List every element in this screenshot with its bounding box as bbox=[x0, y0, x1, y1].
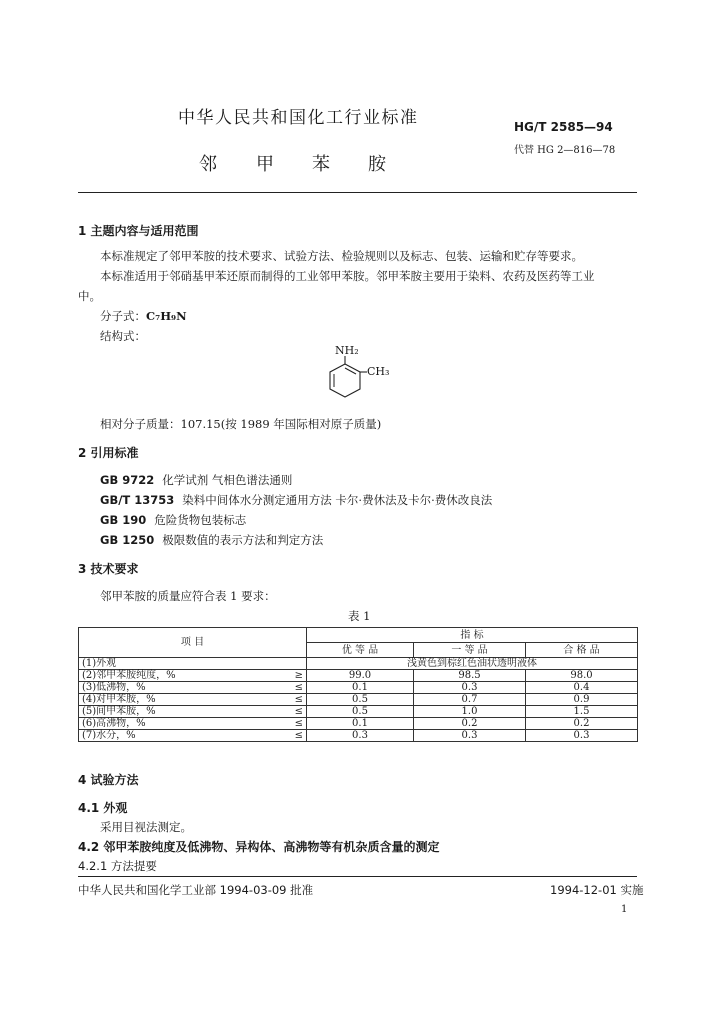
cell-value: 0.9 bbox=[526, 694, 638, 706]
row-symbol: ≤ bbox=[249, 682, 307, 694]
section-4-2-1-heading: 4.2.1 方法提要 bbox=[78, 859, 157, 873]
reference-title: 极限数值的表示方法和判定方法 bbox=[162, 533, 324, 547]
reference-item bbox=[100, 492, 492, 508]
grade-qualified: 合 格 品 bbox=[526, 643, 638, 658]
grade-first: 一 等 品 bbox=[414, 643, 526, 658]
structure-label: 结构式： bbox=[100, 329, 146, 343]
structural-formula bbox=[320, 344, 400, 408]
section-4-1-text: 采用目视法测定。 bbox=[100, 820, 192, 834]
standard-number: HG/T 2585—94 bbox=[514, 120, 613, 134]
section-1-heading: 1 主题内容与适用范围 bbox=[78, 224, 199, 238]
table-row bbox=[79, 694, 638, 706]
reference-code: GB 1250 bbox=[100, 533, 155, 547]
product-name-char-3: 苯 bbox=[312, 154, 330, 175]
section-4-1-heading: 4.1 外观 bbox=[78, 801, 128, 815]
cell-value: 0.5 bbox=[307, 694, 414, 706]
section-1-para-2-cont: 中。 bbox=[78, 289, 101, 303]
cell-value: 99.0 bbox=[307, 670, 414, 682]
cell-value: 98.5 bbox=[414, 670, 526, 682]
row-symbol: ≤ bbox=[249, 694, 307, 706]
product-name-char-1: 邻 bbox=[199, 154, 217, 175]
cell-value: 0.2 bbox=[414, 718, 526, 730]
cell-value: 0.4 bbox=[526, 682, 638, 694]
section-1-para-2: 本标准适用于邻硝基甲苯还原而制得的工业邻甲苯胺。邻甲苯胺主要用于染料、农药及医药等工业 bbox=[100, 269, 595, 283]
item-header: 项 目 bbox=[79, 628, 307, 658]
cell-value: 1.5 bbox=[526, 706, 638, 718]
table-row bbox=[79, 658, 638, 670]
row-symbol: ≤ bbox=[249, 718, 307, 730]
row-name: (6)高沸物，% bbox=[79, 718, 249, 730]
table-row bbox=[79, 682, 638, 694]
table-row bbox=[79, 706, 638, 718]
row-symbol: ≤ bbox=[249, 706, 307, 718]
row-name: (3)低沸物，% bbox=[79, 682, 249, 694]
cell-value: 0.3 bbox=[414, 730, 526, 742]
approval-date: 中华人民共和国化学工业部 1994-03-09 批准 bbox=[78, 883, 314, 897]
relative-molecular-mass: 相对分子质量：107.15(按 1989 年国际相对原子质量) bbox=[100, 417, 382, 431]
cell-value: 1.0 bbox=[414, 706, 526, 718]
row-name: (5)间甲苯胺，% bbox=[79, 706, 249, 718]
section-1-para-1: 本标准规定了邻甲苯胺的技术要求、试验方法、检验规则以及标志、包装、运输和贮存等要求。 bbox=[100, 249, 583, 263]
grade-superior: 优 等 品 bbox=[307, 643, 414, 658]
table-caption: 表 1 bbox=[348, 609, 371, 623]
cell-value: 0.1 bbox=[307, 682, 414, 694]
reference-item bbox=[100, 472, 292, 488]
cell-value: 0.3 bbox=[526, 730, 638, 742]
amino-group-label: NH₂ bbox=[335, 344, 359, 357]
cell-value: 0.3 bbox=[307, 730, 414, 742]
row-symbol: ≥ bbox=[249, 670, 307, 682]
reference-item bbox=[100, 512, 246, 528]
implementation-date: 1994-12-01 实施 bbox=[550, 883, 644, 897]
section-4-heading: 4 试验方法 bbox=[78, 773, 139, 787]
cell-value: 0.2 bbox=[526, 718, 638, 730]
reference-title: 危险货物包装标志 bbox=[154, 513, 247, 527]
replaces-standard: 代替 HG 2—816—78 bbox=[514, 145, 616, 156]
product-name-char-4: 胺 bbox=[368, 154, 386, 175]
cell-value: 0.7 bbox=[414, 694, 526, 706]
table-row bbox=[79, 670, 638, 682]
table-row bbox=[79, 730, 638, 742]
row-name: (1)外观 bbox=[79, 658, 307, 670]
row-symbol: ≤ bbox=[249, 730, 307, 742]
section-3-heading: 3 技术要求 bbox=[78, 562, 139, 576]
document-title: 中华人民共和国化工行业标准 bbox=[178, 108, 419, 128]
product-name-char-2: 甲 bbox=[256, 154, 274, 175]
page-number: 1 bbox=[621, 904, 628, 915]
appearance-value: 浅黄色到棕红色油状透明液体 bbox=[307, 658, 638, 670]
methyl-group-label: CH₃ bbox=[367, 365, 390, 378]
cell-value: 0.5 bbox=[307, 706, 414, 718]
row-name: (4)对甲苯胺，% bbox=[79, 694, 249, 706]
index-header: 指 标 bbox=[307, 628, 638, 643]
section-4-2-heading: 4.2 邻甲苯胺纯度及低沸物、异构体、高沸物等有机杂质含量的测定 bbox=[78, 840, 440, 854]
footer-divider bbox=[78, 876, 637, 877]
quality-spec-table bbox=[78, 627, 638, 742]
reference-code: GB/T 13753 bbox=[100, 493, 175, 507]
cell-value: 0.1 bbox=[307, 718, 414, 730]
reference-title: 染料中间体水分测定通用方法 卡尔·费休法及卡尔·费休改良法 bbox=[182, 493, 493, 507]
section-2-heading: 2 引用标准 bbox=[78, 446, 139, 460]
section-3-intro: 邻甲苯胺的质量应符合表 1 要求： bbox=[100, 589, 276, 603]
reference-code: GB 190 bbox=[100, 513, 147, 527]
reference-item bbox=[100, 532, 323, 548]
reference-code: GB 9722 bbox=[100, 473, 155, 487]
row-name: (2)邻甲苯胺纯度，% bbox=[79, 670, 249, 682]
cell-value: 98.0 bbox=[526, 670, 638, 682]
table-row bbox=[79, 718, 638, 730]
header-divider bbox=[78, 192, 637, 193]
molecular-formula: C₇H₉N bbox=[146, 309, 187, 323]
row-name: (7)水分，% bbox=[79, 730, 249, 742]
cell-value: 0.3 bbox=[414, 682, 526, 694]
reference-title: 化学试剂 气相色谱法通则 bbox=[162, 473, 293, 487]
formula-label: 分子式： bbox=[100, 309, 146, 323]
